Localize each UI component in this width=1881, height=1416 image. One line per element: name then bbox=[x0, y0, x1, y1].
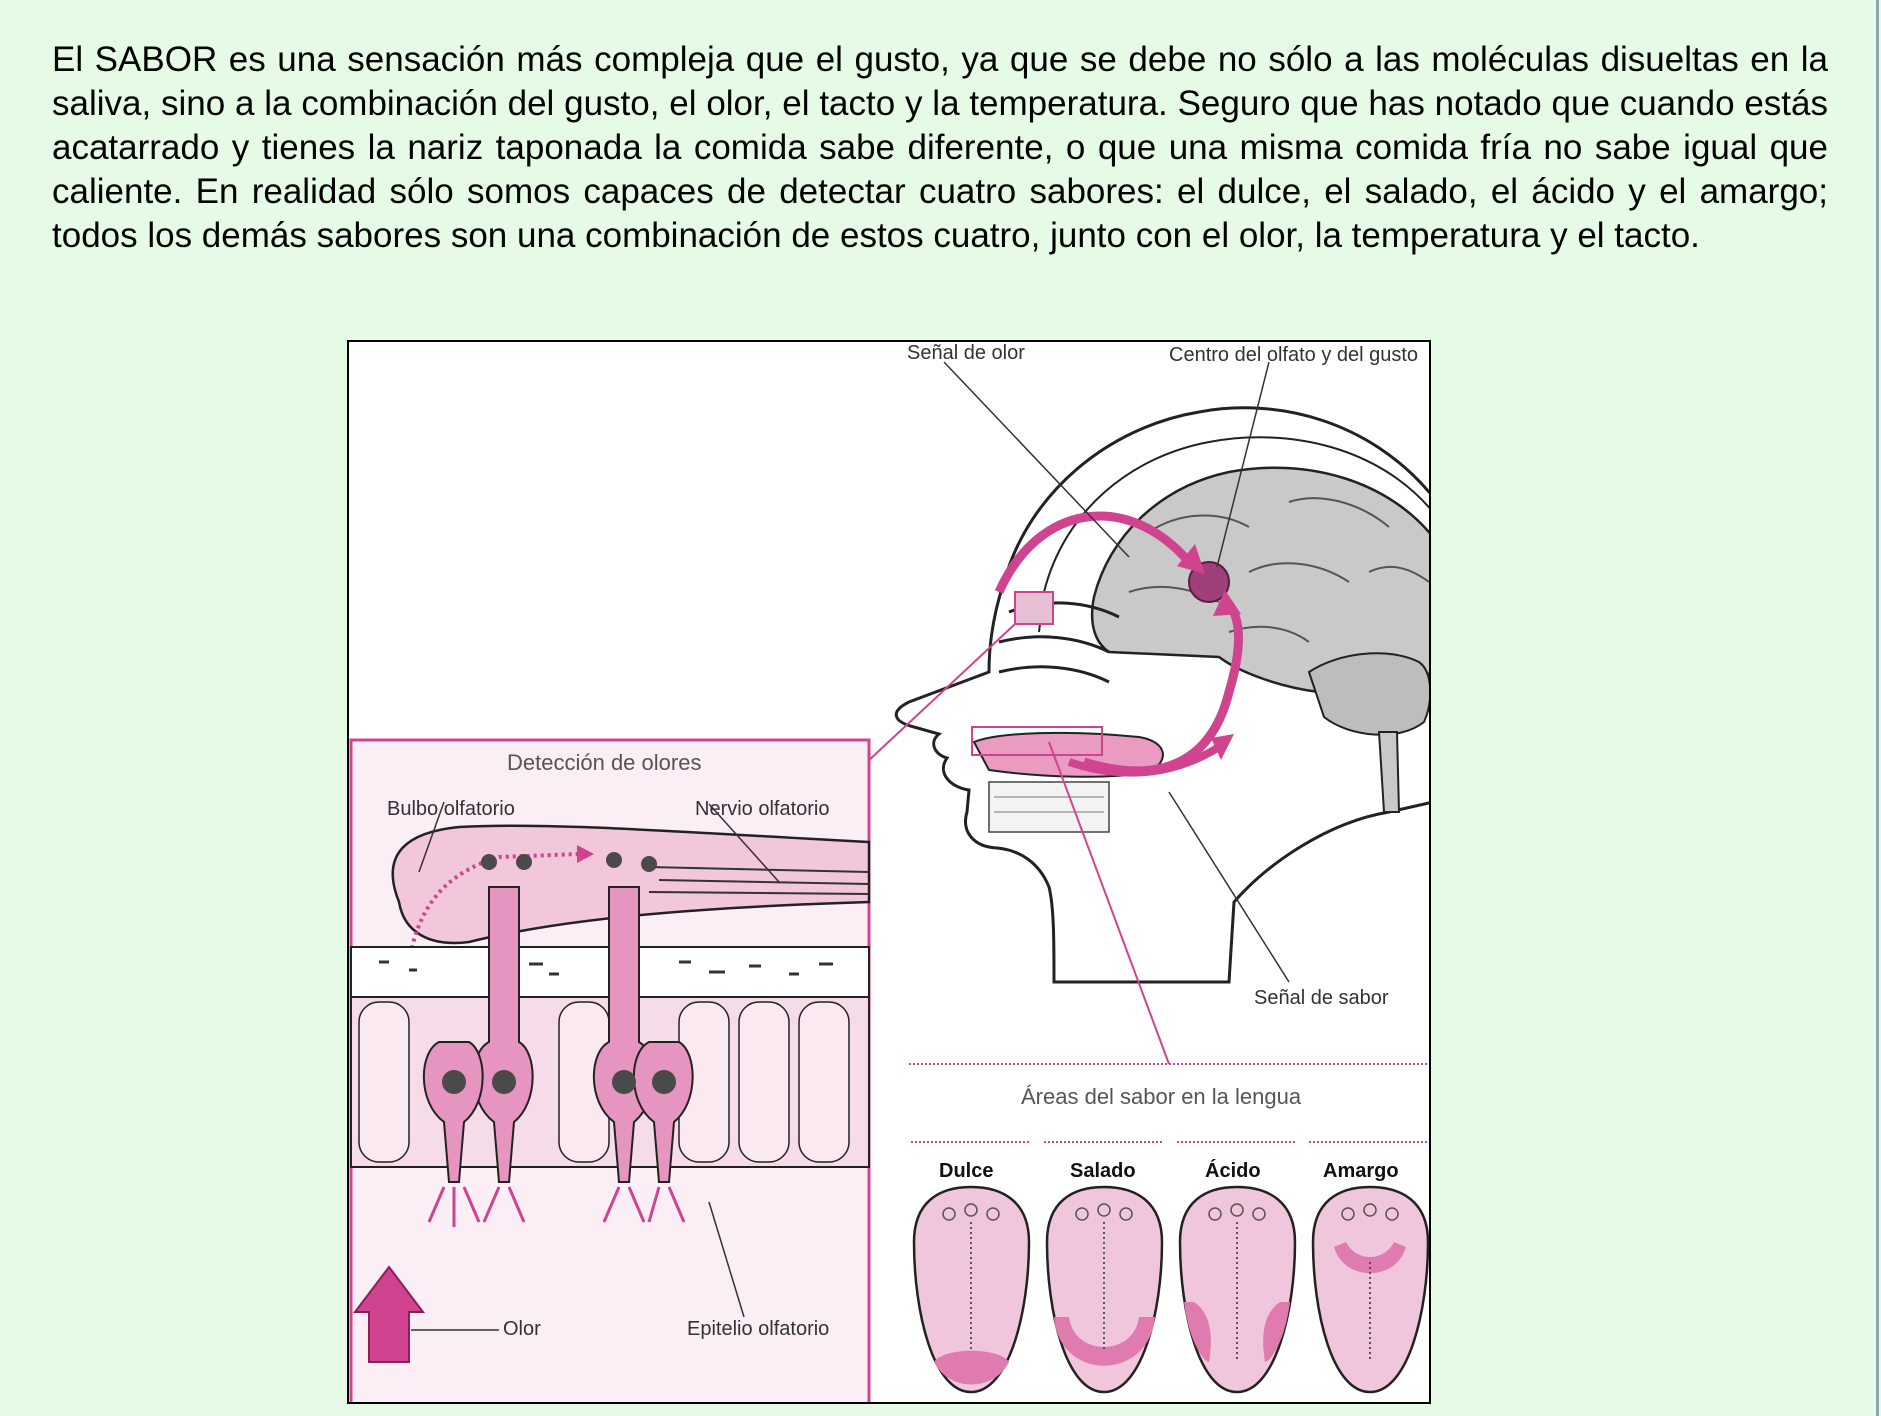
label-epitelio: Epitelio olfatorio bbox=[687, 1318, 830, 1340]
label-bulbo: Bulbo olfatorio bbox=[387, 798, 515, 820]
tongue-amargo bbox=[1313, 1187, 1428, 1392]
label-olor: Olor bbox=[503, 1318, 541, 1340]
tongue-midlines bbox=[971, 1222, 1370, 1362]
label-areas-title: Áreas del sabor en la lengua bbox=[1021, 1084, 1302, 1109]
tongue-diagrams bbox=[914, 1187, 1428, 1392]
label-deteccion-title: Detección de olores bbox=[507, 750, 702, 775]
label-amargo: Amargo bbox=[1323, 1160, 1399, 1182]
taste-smell-figure bbox=[347, 340, 1431, 1404]
label-nervio: Nervio olfatorio bbox=[695, 798, 830, 820]
label-centro: Centro del olfato y del gusto bbox=[1169, 344, 1419, 366]
label-senal-sabor: Señal de sabor bbox=[1254, 987, 1389, 1009]
anatomy-illustration bbox=[349, 342, 1431, 1404]
tongue-acido bbox=[1180, 1187, 1295, 1392]
olfactory-highlight bbox=[1015, 592, 1053, 624]
intro-paragraph: El SABOR es una sensación más compleja que el gusto, ya que se debe no sólo a las moléculas disueltas en la saliva, sino a la combinación del gusto, el olor, el tacto y la temperatura. Seguro que has notado que cuando estás acatarrado y tienes la nariz taponada la comida sabe diferente, o que una misma comida fría no sabe igual que caliente. En realidad sólo somos capaces de detectar cuatro sabores: el dulce, el salado, el ácido y el amargo; todos los demás sabores son una combinación de estos cuatro, junto con el olor, la temperatura y el tacto. bbox=[52, 40, 1828, 255]
teeth-lower bbox=[989, 782, 1109, 832]
label-salado: Salado bbox=[1070, 1160, 1136, 1182]
label-senal-olor: Señal de olor bbox=[907, 342, 1025, 364]
label-acido: Ácido bbox=[1205, 1160, 1261, 1182]
label-dulce: Dulce bbox=[939, 1160, 994, 1182]
page-edge-rule bbox=[1876, 0, 1879, 1416]
